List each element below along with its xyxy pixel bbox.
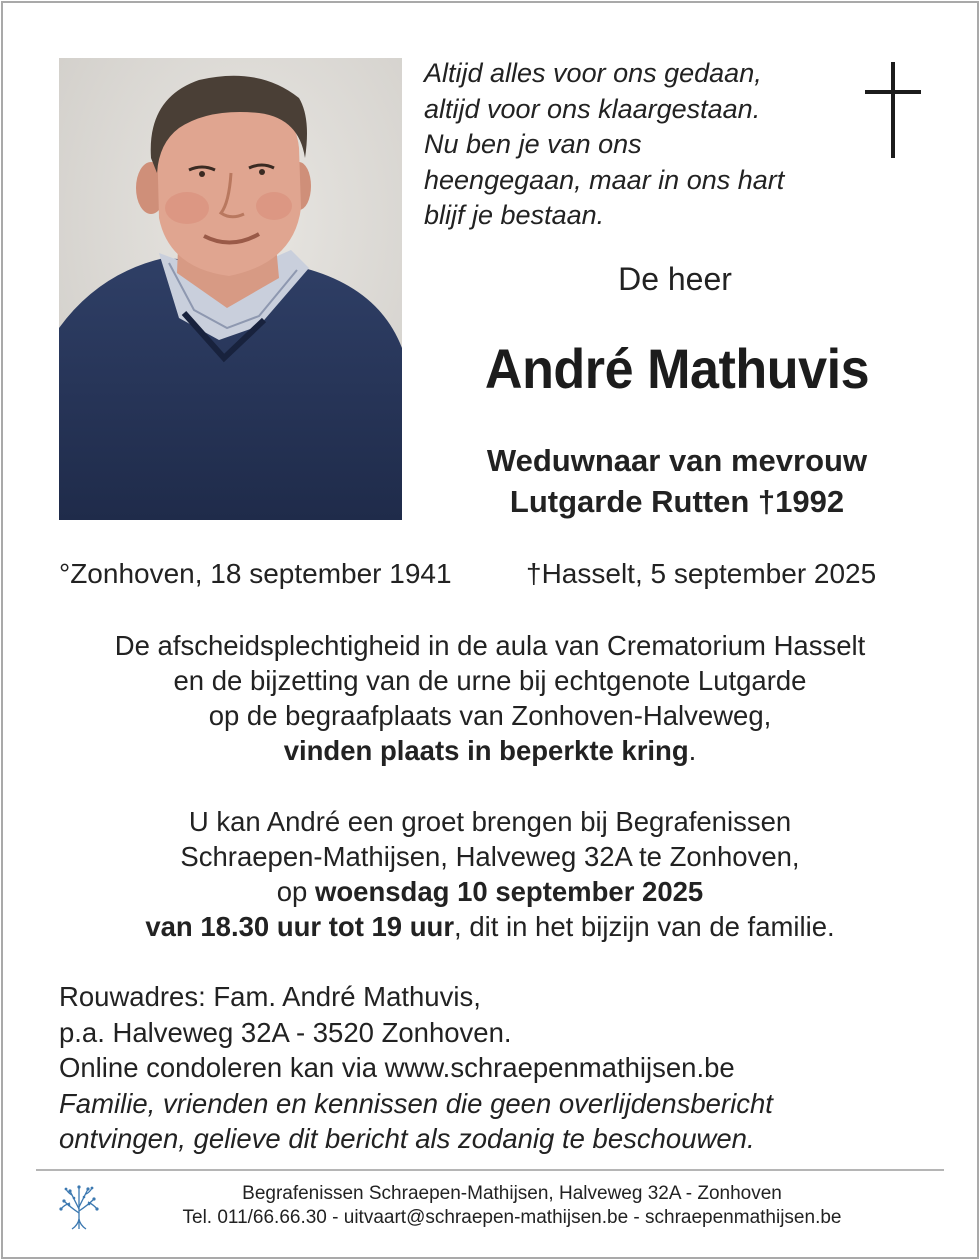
poem-line: blijf je bestaan. (424, 200, 605, 230)
poem-line: heengegaan, maar in ons hart (424, 164, 785, 195)
visitation-paragraph (40, 804, 940, 944)
footer-address: Begrafenissen Schraepen-Mathijsen, Halveweg 32A - Zonhoven (242, 1183, 782, 1204)
birth-date: °Zonhoven, 18 september 1941 (59, 558, 452, 589)
ceremony-punctuation: . (688, 735, 697, 766)
widow-line: Weduwnaar van mevrouw (486, 443, 868, 478)
condolence-line: Online condoleren kan via www.schraepenmathijsen.be (59, 1052, 735, 1083)
notice-line: ontvingen, gelieve dit bericht als zodanig te beschouwen. (59, 1123, 755, 1154)
widow-line: Lutgarde Rutten †1992 (509, 484, 845, 519)
ceremony-paragraph (40, 628, 940, 768)
death-date: †Hasselt, 5 september 2025 (526, 558, 877, 589)
portrait-photo (59, 58, 402, 520)
poem-line: Nu ben je van ons (424, 129, 642, 159)
honorific-title: De heer (618, 261, 732, 297)
life-dates (59, 558, 929, 590)
widow-statement (430, 440, 924, 522)
ceremony-emphasis: vinden plaats in beperkte kring (283, 735, 689, 766)
visitation-suffix: , dit in het bijzijn van de familie. (454, 911, 835, 942)
mourning-address (59, 979, 939, 1157)
address-line: p.a. Halveweg 32A - 3520 Zonhoven. (59, 1016, 512, 1048)
footer-contact: Tel. 011/66.66.30 - uitvaart@schraepen-mathijsen.be - schraepenmathijsen.be (182, 1207, 842, 1228)
visitation-line (40, 874, 940, 909)
visitation-line: U kan André een groet brengen bij Begrafenissen (188, 806, 792, 837)
ceremony-line: De afscheidsplechtigheid in de aula van Crematorium Hasselt (114, 630, 866, 661)
tree-icon (58, 1183, 100, 1231)
poem-line: altijd voor ons klaargestaan. (424, 93, 761, 124)
visitation-time: van 18.30 uur tot 19 uur (145, 911, 455, 942)
visitation-line: Schraepen-Mathijsen, Halveweg 32A te Zonhoven, (180, 841, 800, 872)
deceased-name: André Mathuvis (484, 337, 870, 400)
visitation-date: woensdag 10 september 2025 (314, 876, 704, 907)
visitation-prefix: op (276, 876, 315, 907)
ceremony-line (40, 733, 940, 768)
visitation-line (40, 909, 940, 944)
notice-line: Familie, vrienden en kennissen die geen overlijdensbericht (59, 1087, 773, 1119)
cross-icon (865, 62, 923, 160)
footer-divider (36, 1169, 944, 1171)
funeral-home-footer (106, 1182, 918, 1230)
address-line: Rouwadres: Fam. André Mathuvis, (59, 981, 481, 1012)
ceremony-line: op de begraafplaats van Zonhoven-Halveweg, (208, 700, 772, 731)
memorial-poem (424, 56, 854, 234)
ceremony-line: en de bijzetting van de urne bij echtgenote Lutgarde (173, 665, 807, 696)
poem-line: Altijd alles voor ons gedaan, (424, 58, 762, 88)
